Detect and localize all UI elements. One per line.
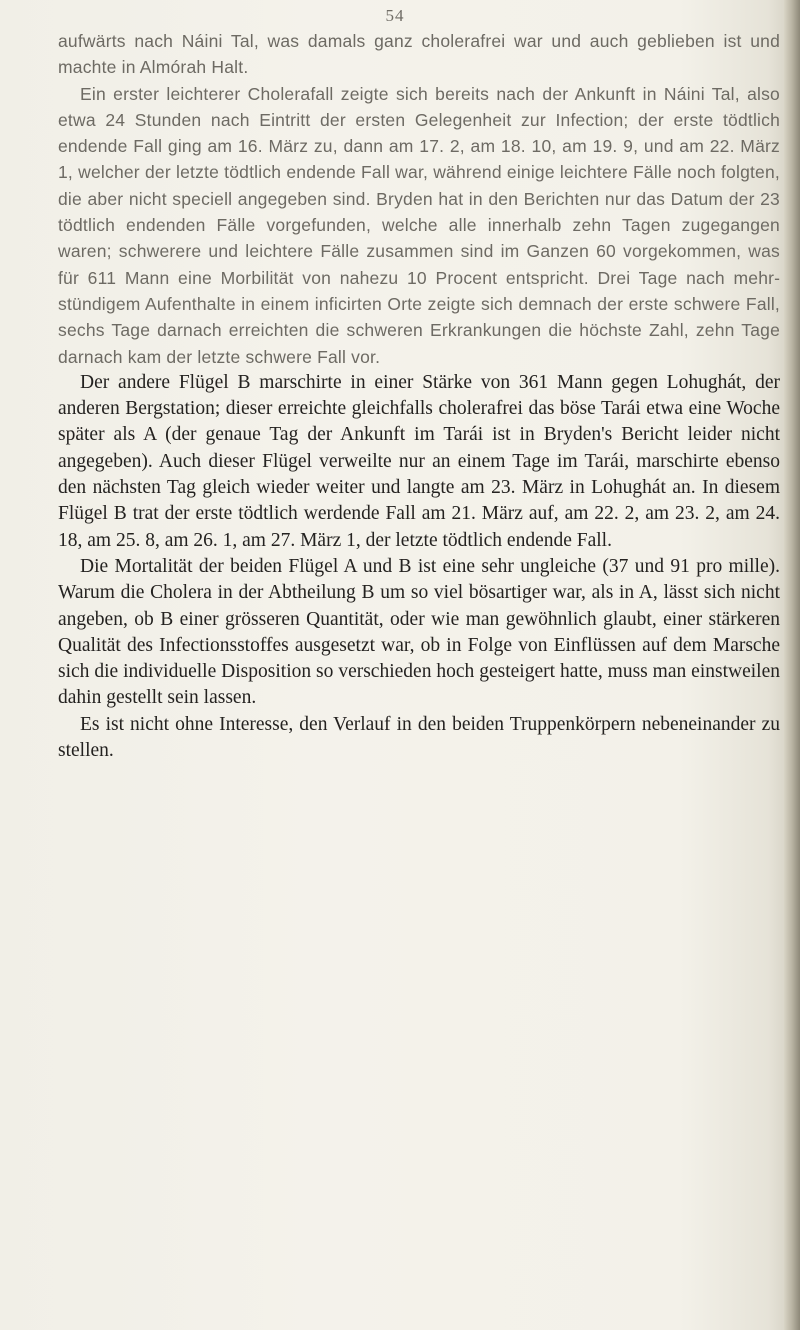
body-text: [58, 28, 780, 764]
paragraph-1: aufwärts nach Náini Tal, was damals ganz cholerafrei war und auch geblieben ist und machte in Almórah Halt.: [58, 31, 780, 78]
page-binding-edge: [784, 0, 800, 1330]
paragraph-4: Die Mortalität der beiden Flügel A und B ist eine sehr ungleiche (37 und 91 pro mille). Warum die Cholera in der Abtheilung B um so viel bösartiger war, als in A, lässt sich nicht angeben, ob B einer grösseren Quantität, oder wie man gewöhnlich glaubt, einer stärkeren Qualität des Infectionsstoffes ausgesetzt war, ob in Folge von Einflüssen auf dem Marsche sich die individuelle Disposition so verschieden hoch gesteigert hatte, muss man einstweilen dahin gestellt sein lassen.: [58, 555, 780, 709]
page-number: 54: [385, 6, 405, 25]
paragraph-2: Ein erster leichterer Cholerafall zeigte sich bereits nach der Ankunft in Náini Tal, also etwa 24 Stunden nach Eintritt der ersten Gelegenheit zur Infection; der erste tödtlich endende Fall ging am 16. März zu, dann am 17. 2, am 18. 10, am 19. 9, und am 22. März 1, welcher der letzte tödtlich endende Fall war, während einige leichtere Fälle noch folgten, die aber nicht speciell angegeben sind. Bryden hat in den Berichten nur das Datum der 23 tödtlich endenden Fälle vorgefunden, welche alle innerhalb zehn Tagen zugegangen waren; schwerere und leichtere Fälle zusammen sind im Ganzen 60 vorgekommen, was für 611 Mann eine Morbilität von nahezu 10 Procent entspricht. Drei Tage nach mehrstündigem Aufenthalte in einem inficirten Orte zeigte sich demnach der erste schwere Fall, sechs Tage darnach erreichten die schweren Erkrankungen die höchste Zahl, zehn Tage darnach kam der letzte schwere Fall vor.: [58, 83, 780, 367]
paragraph-3: Der andere Flügel B marschirte in einer Stärke von 361 Mann gegen Lohughát, der anderen Bergstation; dieser erreichte gleichfalls cholerafrei das böse Tarái etwa eine Woche später als A (der genaue Tag der Ankunft im Tarái ist in Bryden's Bericht leider nicht angegeben). Auch dieser Flügel verweilte nur an einem Tage im Tarái, marschirte ebenso den nächsten Tag gleich wieder weiter und langte am 23. März in Lohughát an. In diesem Flügel B trat der erste tödtlich werdende Fall am 21. März auf, am 22. 2, am 23. 2, am 24. 18, am 25. 8, am 26. 1, am 27. März 1, der letzte tödtlich endende Fall.: [58, 371, 780, 551]
paragraph-5: Es ist nicht ohne Interesse, den Verlauf in den beiden Truppenkörpern nebeneinander zu stellen.: [58, 713, 780, 762]
